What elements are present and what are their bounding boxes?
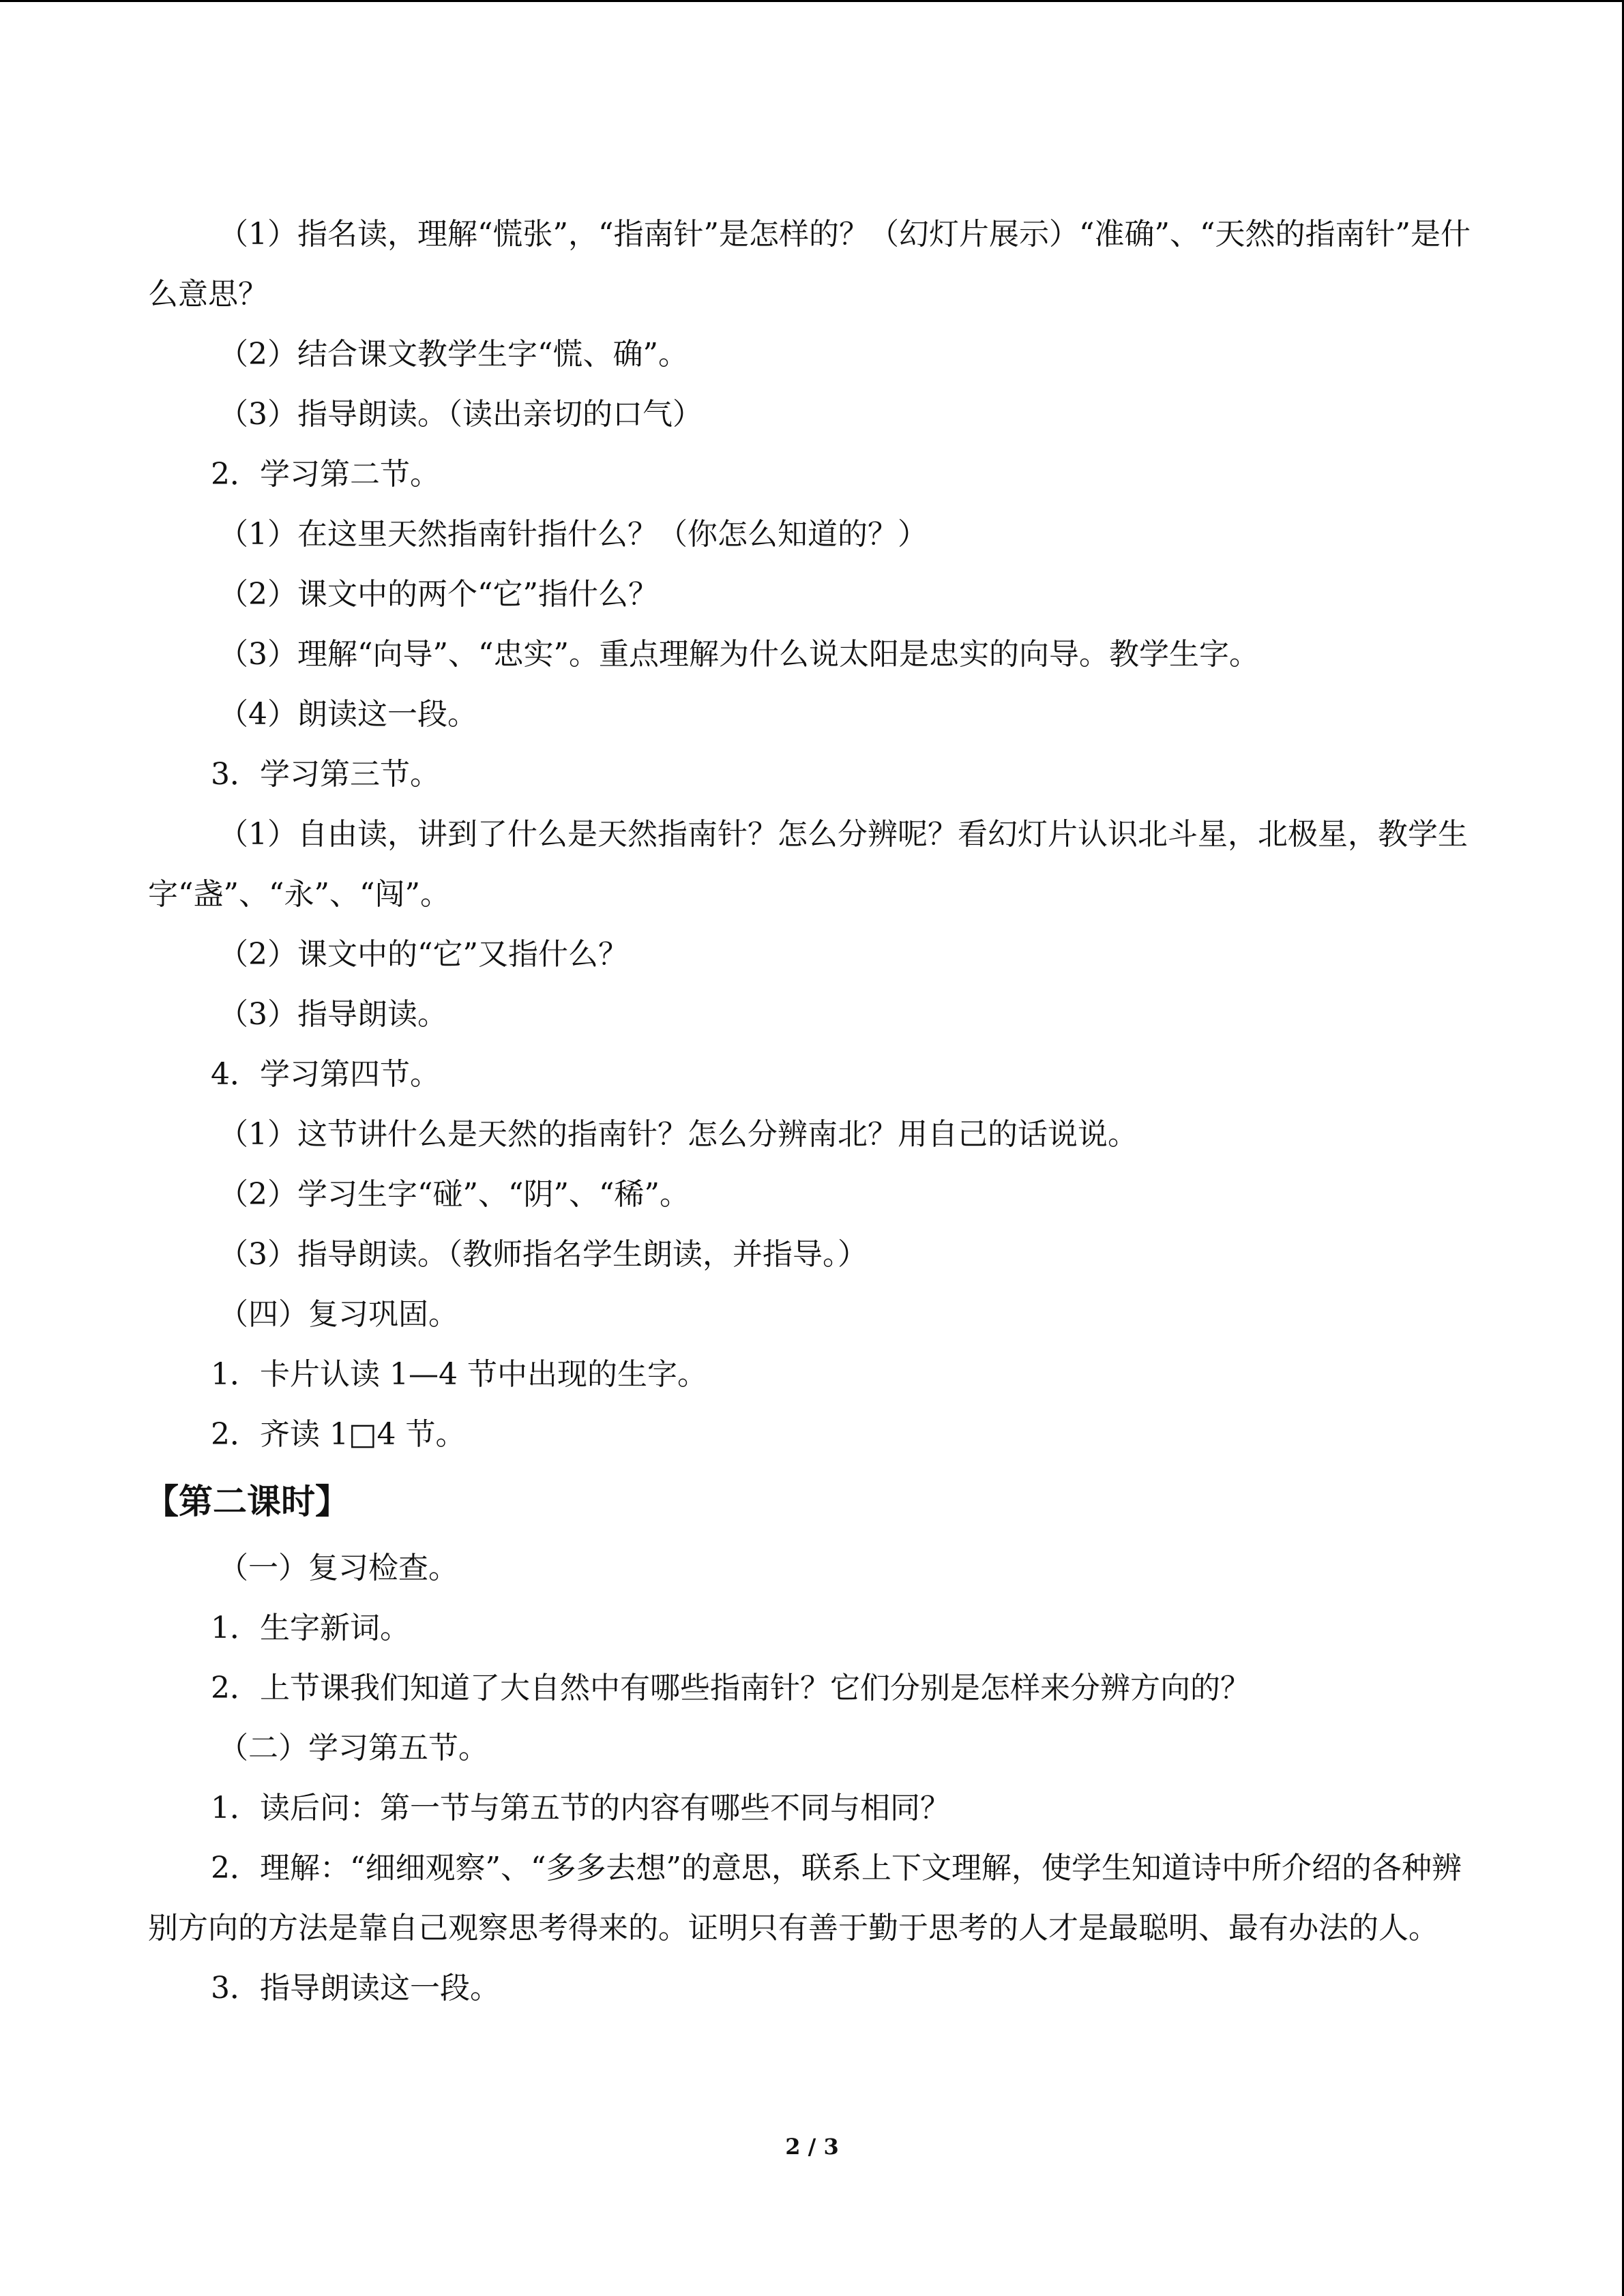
page-number: 2 / 3 bbox=[785, 2134, 839, 2160]
paragraph: 1．卡片认读 1—4 节中出现的生字。 bbox=[211, 1357, 707, 1392]
paragraph: 2．理解：“细细观察”、“多多去想”的意思，联系上下文理解，使学生知道诗中所介绍的各种辨别方向的方法是靠自己观察思考得来的。证明只有善于勤于思考的人才是最聪明、最有办法的人。 bbox=[148, 1851, 1462, 1945]
paragraph: 2．齐读 1□4 节。 bbox=[211, 1417, 466, 1452]
paragraph: （3）指导朗读。（读出亲切的口气） bbox=[218, 397, 703, 432]
paragraph: （3）指导朗读。（教师指名学生朗读，并指导。） bbox=[218, 1237, 868, 1272]
paragraph: （1）指名读，理解“慌张”，“指南针”是怎样的？（幻灯片展示）“准确”、“天然的指南针”是什么意思？ bbox=[148, 217, 1471, 312]
paragraph: 4．学习第四节。 bbox=[211, 1057, 440, 1092]
paragraph: （2）课文中的“它”又指什么？ bbox=[218, 937, 628, 972]
paragraph: 1．读后问：第一节与第五节的内容有哪些不同与相同？ bbox=[211, 1791, 950, 1825]
paragraph: （1）在这里天然指南针指什么？（你怎么知道的？） bbox=[218, 517, 928, 552]
lesson-one-content bbox=[148, 205, 1485, 1465]
paragraph: （2）学习生字“碰”、“阴”、“稀”。 bbox=[218, 1177, 690, 1212]
paragraph: （2）结合课文教学生字“慌、确”。 bbox=[218, 337, 688, 372]
paragraph: （1）这节讲什么是天然的指南针？怎么分辨南北？用自己的话说说。 bbox=[218, 1117, 1138, 1152]
paragraph: 2．上节课我们知道了大自然中有哪些指南针？它们分别是怎样来分辨方向的？ bbox=[211, 1671, 1250, 1705]
paragraph: （3）指导朗读。 bbox=[218, 997, 447, 1032]
paragraph: （二）学习第五节。 bbox=[218, 1731, 488, 1765]
paragraph: （3）理解“向导”、“忠实”。重点理解为什么说太阳是忠实的向导。教学生字。 bbox=[218, 637, 1259, 672]
paragraph: （1）自由读，讲到了什么是天然指南针？怎么分辨呢？看幻灯片认识北斗星，北极星，教学生字“盏”、“永”、“闯”。 bbox=[148, 817, 1468, 912]
paragraph: （4）朗读这一段。 bbox=[218, 697, 477, 732]
paragraph: （2）课文中的两个“它”指什么？ bbox=[218, 577, 658, 612]
page-top-border bbox=[0, 0, 1624, 2]
paragraph: 3．学习第三节。 bbox=[211, 757, 440, 792]
document-body bbox=[145, 205, 1485, 2018]
paragraph: （一）复习检查。 bbox=[218, 1551, 458, 1585]
lesson-two-content bbox=[148, 1538, 1485, 2018]
paragraph: 2．学习第二节。 bbox=[211, 457, 440, 492]
section-heading: 【第二课时】 bbox=[145, 1482, 349, 1521]
paragraph: 1．生字新词。 bbox=[211, 1611, 410, 1645]
paragraph: （四）复习巩固。 bbox=[218, 1297, 458, 1332]
paragraph: 3．指导朗读这一段。 bbox=[211, 1971, 500, 2006]
